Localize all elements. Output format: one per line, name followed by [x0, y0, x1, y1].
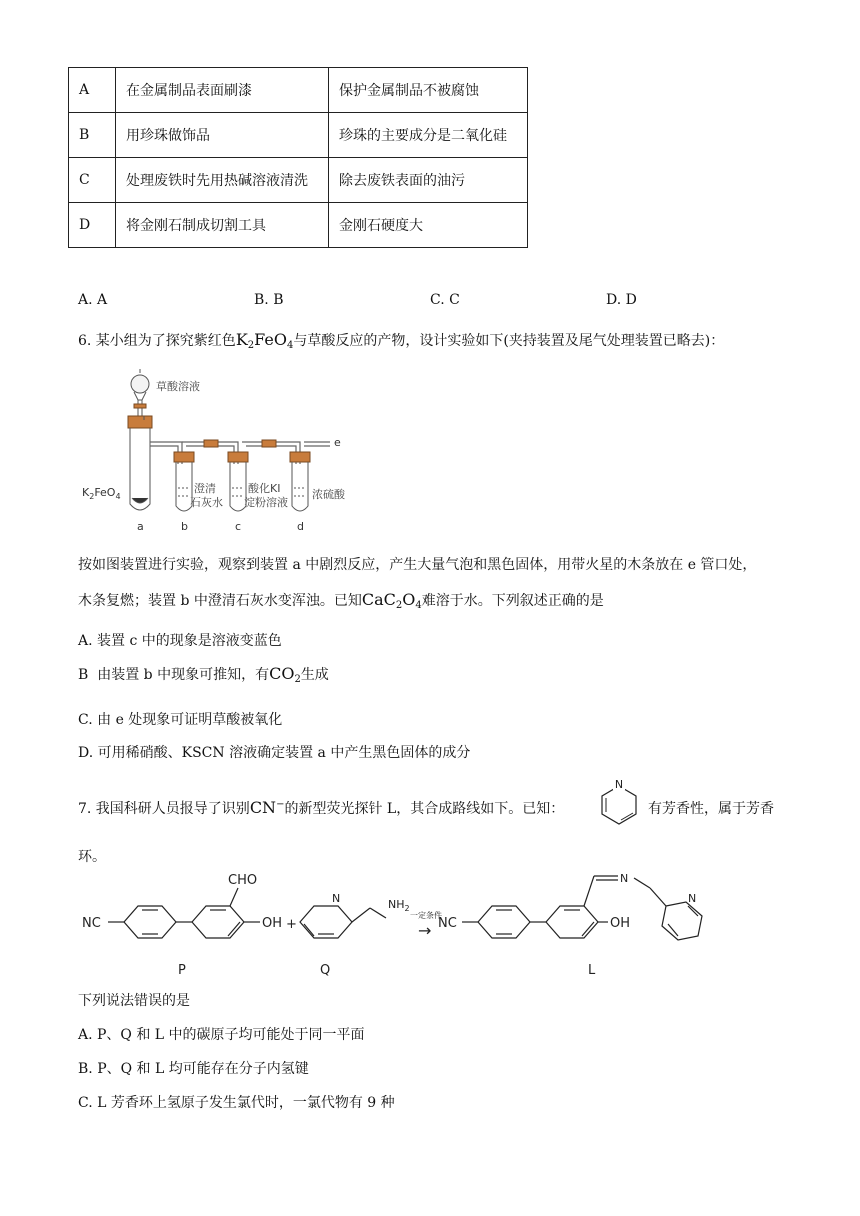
q6-para-1: 按如图装置进行实验，观察到装置 a 中剧烈反应，产生大量气泡和黑色固体，用带火星的木条放在 e 管口处，	[78, 557, 757, 573]
tube-c-label-2: 淀粉溶液	[244, 496, 288, 509]
row-practice: 在金属制品表面刷漆	[116, 68, 329, 113]
table-row	[69, 68, 528, 113]
row-practice: 用珍珠做饰品	[116, 113, 329, 158]
choice-c[interactable]: C. C	[430, 292, 460, 308]
oh-label-p: OH	[262, 916, 283, 931]
funnel-label: 草酸溶液	[156, 380, 200, 393]
letter-d: d	[297, 520, 304, 533]
flask-label: $K_2FeO_4$	[82, 486, 121, 501]
label-l: L	[588, 963, 596, 978]
q6-para-2: 木条复燃；装置 b 中澄清石灰水变浑浊。已知$CaC_2O_4$难溶于水。下列叙述正确的是	[78, 590, 604, 611]
rubber-joint	[262, 440, 276, 447]
letter-a: a	[137, 520, 144, 533]
table-row	[69, 203, 528, 248]
row-key: A	[69, 68, 116, 113]
apparatus-diagram	[78, 368, 358, 536]
q7-lead: 下列说法错误的是	[78, 993, 190, 1009]
l-pyridyl-n-label: N	[688, 892, 697, 905]
table-row	[69, 158, 528, 203]
row-practice: 处理废铁时先用热碱溶液清洗	[116, 158, 329, 203]
nc-label-l: NC	[438, 916, 457, 931]
reaction-scheme	[78, 866, 738, 978]
row-reason: 除去废铁表面的油污	[329, 158, 528, 203]
cho-label: CHO	[228, 873, 258, 888]
q6-option-b[interactable]: B 由装置 b 中现象可推知，有$CO_2$生成	[78, 664, 329, 685]
pyridine-ring-icon	[594, 778, 644, 826]
reaction-condition: 一定条件	[410, 911, 442, 920]
q7-stem-post: 有芳香性，属于芳香	[648, 801, 774, 817]
row-key: B	[69, 113, 116, 158]
q-n-label: N	[332, 892, 341, 905]
tube-b-label-1: 澄清	[194, 482, 216, 495]
plus-sign: +	[286, 917, 297, 932]
letter-b: b	[181, 520, 188, 533]
row-reason: 保护金属制品不被腐蚀	[329, 68, 528, 113]
label-q: Q	[320, 963, 331, 978]
nh2-label: $NH_2$	[388, 898, 410, 913]
choice-b[interactable]: B. B	[254, 292, 284, 308]
q7-option-b[interactable]: B. P、Q 和 L 均可能存在分子内氢键	[78, 1061, 309, 1077]
rubber-joint	[204, 440, 218, 447]
tube-d-label: 浓硫酸	[312, 488, 345, 501]
q7-option-a[interactable]: A. P、Q 和 L 中的碳原子均可能处于同一平面	[78, 1027, 365, 1043]
q7-stem-line-2: 环。	[78, 849, 106, 865]
outlet-label: e	[334, 436, 341, 449]
reaction-arrow-icon: →	[418, 921, 432, 940]
tube-c-label-1: 酸化KI	[248, 482, 281, 495]
separatory-funnel-icon	[131, 369, 149, 416]
label-p: P	[178, 963, 186, 978]
l-n-label: N	[620, 872, 629, 885]
row-reason: 金刚石硬度大	[329, 203, 528, 248]
q6-option-c[interactable]: C. 由 e 处现象可证明草酸被氧化	[78, 712, 283, 728]
letter-c: c	[235, 520, 242, 533]
row-practice: 将金刚石制成切割工具	[116, 203, 329, 248]
q6-stem: 6. 某小组为了探究紫红色$K_2FeO_4$与草酸反应的产物，设计实验如下(夹持装置及尾气处理装置已略去)：	[78, 330, 725, 351]
oh-label-l: OH	[610, 916, 631, 931]
row-reason: 珍珠的主要成分是二氧化硅	[329, 113, 528, 158]
test-tube-d	[290, 452, 310, 511]
choice-a[interactable]: A. A	[78, 292, 108, 308]
options-table	[68, 67, 528, 248]
q6-option-a[interactable]: A. 装置 c 中的现象是溶液变蓝色	[78, 633, 282, 649]
q7-option-c[interactable]: C. L 芳香环上氢原子发生氯代时，一氯代物有 9 种	[78, 1095, 395, 1111]
choice-d[interactable]: D. D	[606, 292, 637, 308]
row-key: C	[69, 158, 116, 203]
pyridine-n-label: N	[614, 778, 624, 791]
tube-b-label-2: 石灰水	[190, 496, 223, 509]
row-key: D	[69, 203, 116, 248]
q7-stem: 7. 我国科研人员报导了识别CN−的新型荧光探针 L，其合成路线如下。已知：	[78, 798, 565, 817]
nc-label-p: NC	[82, 916, 101, 931]
table-row	[69, 113, 528, 158]
test-tube-a	[128, 416, 152, 510]
q6-option-d[interactable]: D. 可用稀硝酸、KSCN 溶液确定装置 a 中产生黑色固体的成分	[78, 745, 471, 761]
